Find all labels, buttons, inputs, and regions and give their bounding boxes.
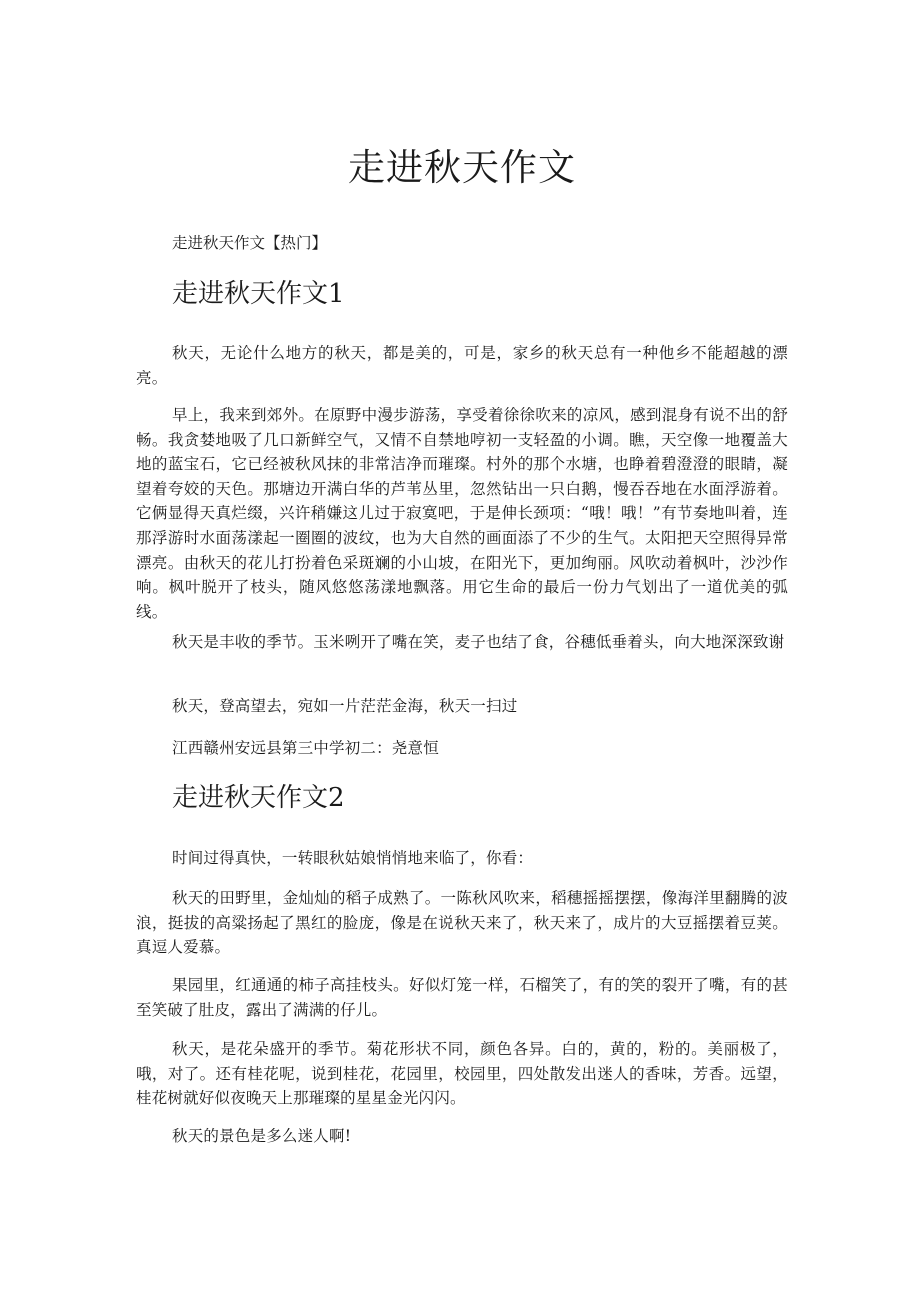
essay-2-paragraph: 果园里，红通通的柿子高挂枝头。好似灯笼一样，石榴笑了，有的笑的裂开了嘴，有的甚至笑破了肚皮，露出了满满的仔儿。 xyxy=(136,976,788,1019)
essay-2-paragraph: 秋天的景色是多么迷人啊! xyxy=(172,1127,352,1145)
essay-1-paragraph: 秋天，登高望去，宛如一片茫茫金海，秋天一扫过 xyxy=(172,697,518,715)
essay-1-signature: 江西赣州安远县第三中学初二：尧意恒 xyxy=(172,739,439,757)
essay-1-paragraph: 秋天是丰收的季节。玉米咧开了嘴在笑，麦子也结了食，谷穗低垂着头，向大地深深致谢 xyxy=(172,633,785,651)
essay-1-heading: 走进秋天作文1 xyxy=(172,279,345,309)
essay-1-paragraph: 早上，我来到郊外。在原野中漫步游荡，享受着徐徐吹来的凉风，感到混身有说不出的舒畅。我贪婪地吸了几口新鲜空气，又情不自禁地哼初一支轻盈的小调。瞧，天空像一地覆盖大地的蓝宝石，它已经被秋风抹的非常洁净而璀璨。村外的那个水塘，也睁着碧澄澄的眼睛，凝望着夸姣的天色。那塘边开满白华的芦苇丛里，忽然钻出一只白鹅，慢吞吞地在水面浮游着。它俩显得天真烂缀，兴许稍嫌这儿过于寂寞吧，于是伸长颈项：“哦！哦！”有节奏地叫着，连那浮游时水面荡漾起一圈圈的波纹，也为大自然的画面添了不少的生气。太阳把天空照得异常漂亮。由秋天的花儿打扮着色采斑斓的小山坡，在阳光下，更加绚丽。风吹动着枫叶，沙沙作响。枫叶脱开了枝头，随风悠悠荡漾地飘落。用它生命的最后一份力气划出了一道优美的弧线。 xyxy=(136,406,788,621)
essay-2-paragraph: 秋天，是花朵盛开的季节。菊花形状不同，颜色各异。白的，黄的，粉的。美丽极了，哦，对了。还有桂花呢，说到桂花，花园里，校园里，四处散发出迷人的香味，芳香。远望，桂花树就好似夜晚天上那璀璨的星星金光闪闪。 xyxy=(136,1040,788,1108)
essay-2-heading: 走进秋天作文2 xyxy=(172,783,345,813)
essay-2-paragraph: 秋天的田野里，金灿灿的稻子成熟了。一陈秋风吹来，稻穗摇摇摆摆，像海洋里翻腾的波浪，挺拔的高粱扬起了黑红的脸庞，像是在说秋天来了，秋天来了，成片的大豆摇摆着豆荚。真逗人爱慕。 xyxy=(136,889,788,957)
essay-2-paragraph: 时间过得真快，一转眼秋姑娘悄悄地来临了，你看： xyxy=(172,849,534,867)
document-title: 走进秋天作文 xyxy=(348,146,576,189)
essay-1-paragraph: 秋天，无论什么地方的秋天，都是美的，可是，家乡的秋天总有一种他乡不能超越的漂亮。 xyxy=(136,344,788,387)
document-subtitle: 走进秋天作文【热门】 xyxy=(172,234,328,252)
